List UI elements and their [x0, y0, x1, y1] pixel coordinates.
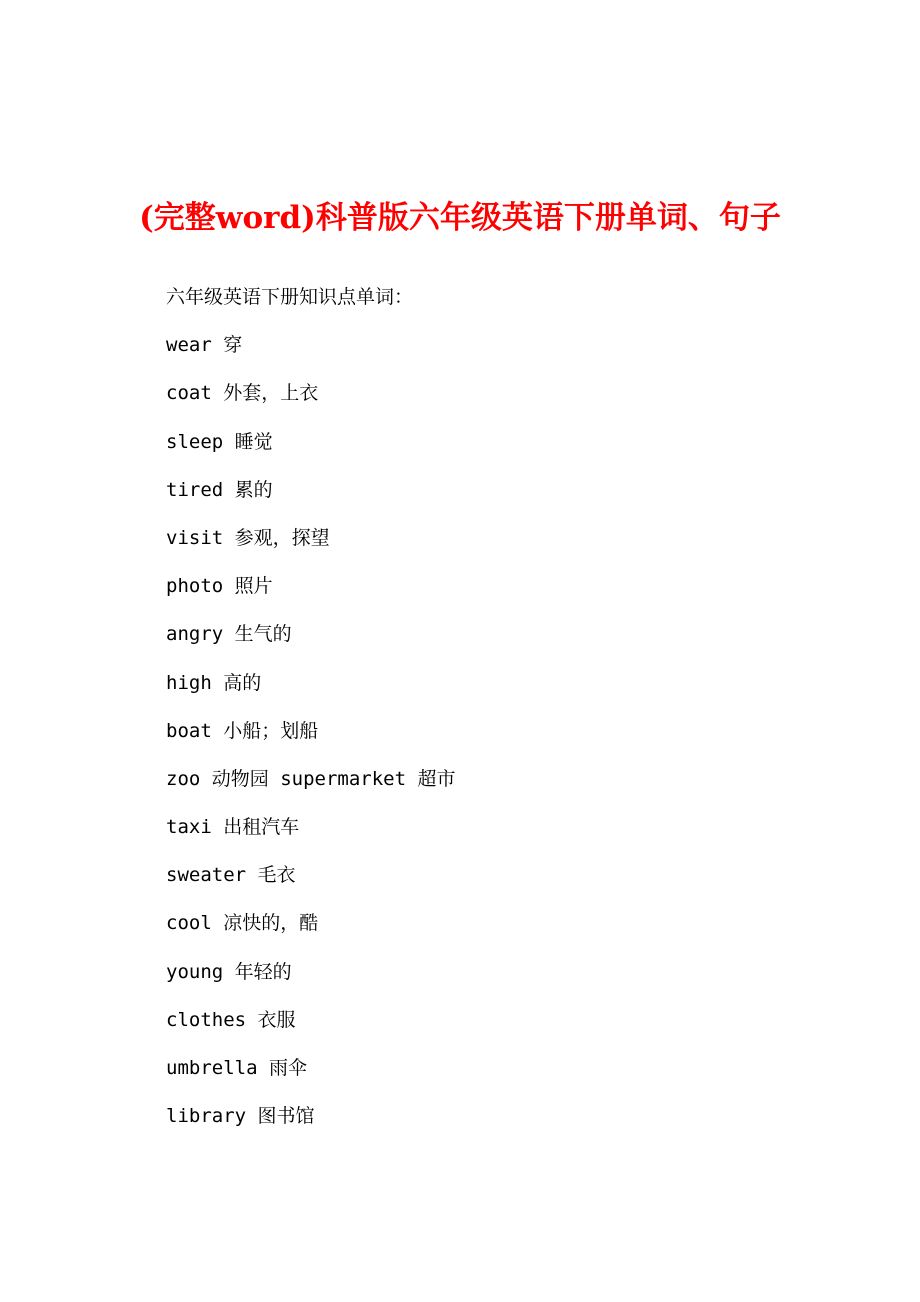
- document-title: (完整word)科普版六年级英语下册单词、句子: [139, 200, 781, 236]
- vocab-line: visit 参观，探望: [166, 526, 330, 549]
- vocab-line: sleep 睡觉: [166, 430, 273, 453]
- vocab-line: coat 外套，上衣: [166, 382, 319, 405]
- intro-line: 六年级英语下册知识点单词：: [166, 286, 414, 308]
- vocab-line: umbrella 雨伞: [166, 1057, 307, 1079]
- vocab-line: zoo 动物园 supermarket 超市: [166, 767, 456, 790]
- vocab-line: taxi 出租汽车: [166, 816, 300, 839]
- vocab-line: wear 穿: [166, 334, 243, 357]
- vocab-line: clothes 衣服: [166, 1008, 296, 1031]
- vocab-line: high 高的: [166, 671, 262, 694]
- vocab-line: angry 生气的: [166, 623, 292, 646]
- vocab-line: library 图书馆: [166, 1105, 315, 1128]
- document-body: [166, 281, 866, 1148]
- vocab-line: cool 凉快的，酷: [166, 912, 319, 935]
- vocab-line: tired 累的: [166, 478, 273, 501]
- vocab-line: boat 小船；划船: [166, 719, 319, 742]
- vocab-line: young 年轻的: [166, 960, 292, 983]
- vocab-line: photo 照片: [166, 575, 273, 598]
- vocab-line: sweater 毛衣: [166, 864, 296, 887]
